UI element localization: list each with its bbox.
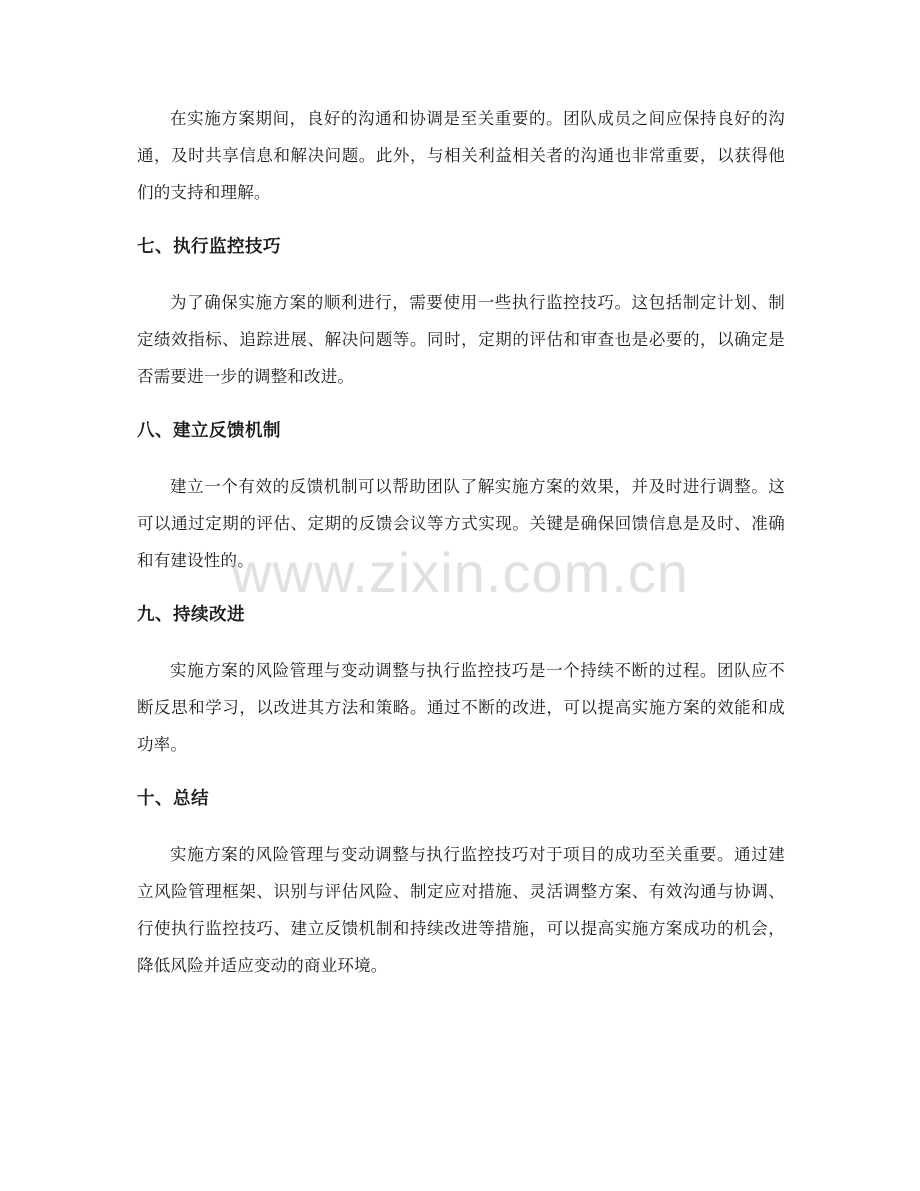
section-10-body: 实施方案的风险管理与变动调整与执行监控技巧对于项目的成功至关重要。通过建立风险管理框架、识别与评估风险、制定应对措施、灵活调整方案、有效沟通与协调、行使执行监控技巧、建立反馈机制和持续改进等措施，可以提高实施方案成功的机会，降低风险并适应变动的商业环境。 (137, 845, 785, 975)
watermark: www.zixin.com.cn (231, 541, 689, 604)
section-8-title: 八、建立反馈机制 (137, 421, 281, 441)
intro-paragraph: 在实施方案期间，良好的沟通和协调是至关重要的。团队成员之间应保持良好的沟通，及时共享信息和解决问题。此外，与相关利益相关者的沟通也非常重要，以获得他们的支持和理解。 (137, 109, 785, 202)
section-7-title: 七、执行监控技巧 (137, 237, 281, 257)
section-9-title: 九、持续改进 (137, 605, 245, 625)
section-8-body: 建立一个有效的反馈机制可以帮助团队了解实施方案的效果，并及时进行调整。这可以通过定期的评估、定期的反馈会议等方式实现。关键是确保回馈信息是及时、准确和有建设性的。 (137, 477, 785, 570)
section-9-body: 实施方案的风险管理与变动调整与执行监控技巧是一个持续不断的过程。团队应不断反思和学习，以改进其方法和策略。通过不断的改进，可以提高实施方案的效能和成功率。 (137, 661, 785, 754)
section-7-body: 为了确保实施方案的顺利进行，需要使用一些执行监控技巧。这包括制定计划、制定绩效指标、追踪进展、解决问题等。同时，定期的评估和审查也是必要的，以确定是否需要进一步的调整和改进。 (137, 293, 785, 386)
document-body (137, 100, 785, 984)
section-10-title: 十、总结 (137, 789, 209, 809)
